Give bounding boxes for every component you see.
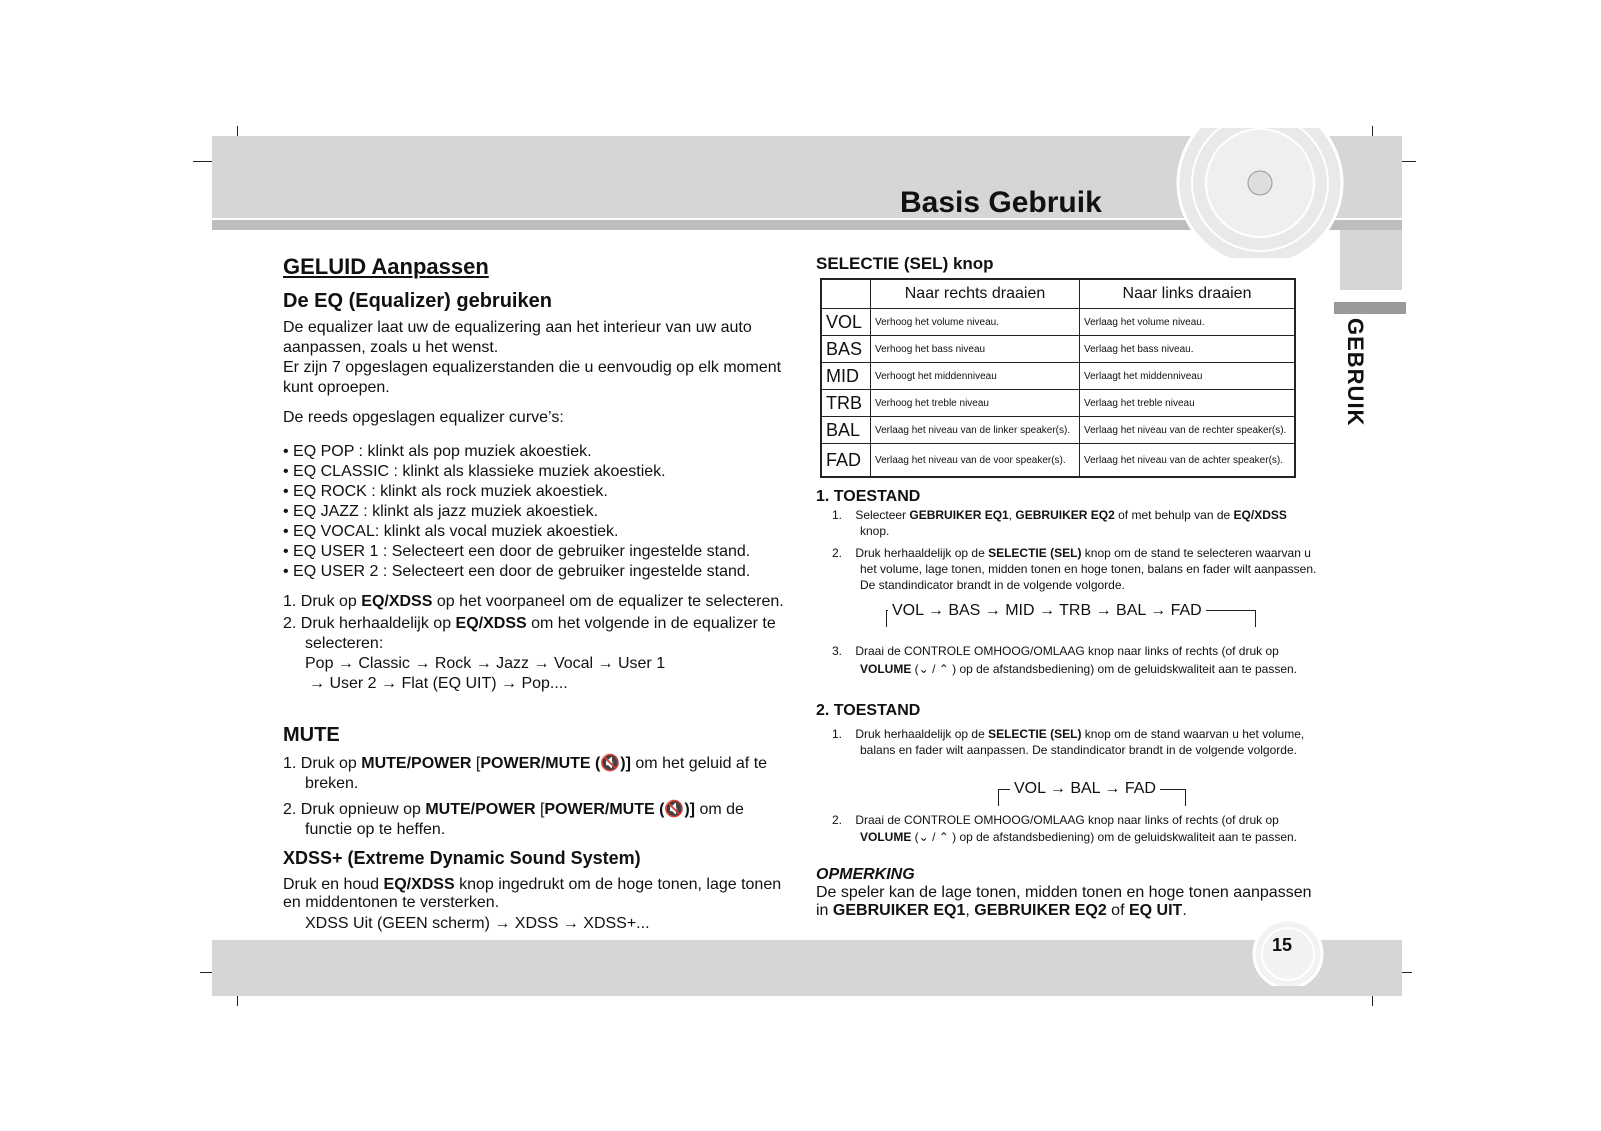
eq-step-2: 2. Druk herhaaldelijk op EQ/XDSS om het volgende in de equalizer te selecteren: [283, 615, 776, 652]
row-code: VOL [822, 309, 871, 336]
footer-band [212, 940, 1402, 996]
eq-bullets [283, 442, 813, 582]
row-left-desc: Verlaag het treble niveau [1080, 390, 1295, 417]
row-left-desc: Verlaag het volume niveau. [1080, 309, 1295, 336]
toestand-1-heading: 1. TOESTAND [816, 488, 921, 505]
eq-sequence-2: → User 2 → Flat (EQ UIT) → Pop.... [309, 675, 568, 692]
section-title: GELUID Aanpassen [283, 254, 489, 279]
table-row [822, 309, 1294, 336]
xdss-sequence: XDSS Uit (GEEN scherm) → XDSS → XDSS+... [305, 915, 650, 932]
list-item: • EQ USER 1 : Selecteert een door de gebruiker ingestelde stand. [283, 543, 751, 560]
page-title: Basis Gebruik [900, 186, 1102, 219]
table-row [822, 390, 1294, 417]
toestand-1-step-2: 2. Druk herhaaldelijk op de SELECTIE (SEL) knop om de stand te selecteren waarvan u het volume, lage tonen, midden tonen en hoge tonen, balans en fader wilt aanpassen. De standindicator brandt in de volgende volgorde. [832, 546, 1317, 592]
side-tab [1334, 302, 1406, 314]
row-right-desc: Verhoog het volume niveau. [871, 309, 1080, 336]
list-item: • EQ CLASSIC : klinkt als klassieke muziek akoestiek. [283, 463, 666, 480]
eq-para-3: De reeds opgeslagen equalizer curve’s: [283, 409, 564, 426]
note-heading: OPMERKING [816, 866, 915, 883]
list-item: • EQ USER 2 : Selecteert een door de gebruiker ingestelde stand. [283, 563, 751, 580]
mute-heading: MUTE [283, 724, 340, 746]
row-right-desc: Verlaag het niveau van de voor speaker(s). [871, 444, 1080, 477]
table-row [822, 444, 1294, 477]
row-code: MID [822, 363, 871, 390]
mute-steps [283, 754, 793, 840]
toestand-2-step-2: 2. Draai de CONTROLE OMHOOG/OMLAAG knop naar links of rechts (of druk op VOLUME (⌄ / ⌃ ) op de afstandsbediening) om de geluidskwaliteit aan te passen. [832, 813, 1298, 844]
table-row [822, 363, 1294, 390]
eq-para-2: Er zijn 7 opgeslagen equalizerstanden die u eenvoudig op elk moment kunt oproepen. [283, 359, 782, 396]
eq-step-1: 1. Druk op EQ/XDSS op het voorpaneel om de equalizer te selecteren. [283, 593, 784, 610]
mute-step-1: 1. Druk op MUTE/POWER [POWER/MUTE (🔇)] om het geluid af te breken. [283, 755, 768, 792]
eq-heading: De EQ (Equalizer) gebruiken [283, 290, 552, 312]
row-code: FAD [822, 444, 871, 477]
toestand-1-step-1: 1. Selecteer GEBRUIKER EQ1, GEBRUIKER EQ2 of met behulp van de EQ/XDSS knop. [832, 508, 1287, 538]
table-header-row [822, 280, 1294, 309]
row-left-desc: Verlaagt het middenniveau [1080, 363, 1295, 390]
eq-sequence-1: Pop → Classic → Rock → Jazz → Vocal → User 1 [305, 655, 666, 672]
toestand-1-step-3: 3. Draai de CONTROLE OMHOOG/OMLAAG knop naar links of rechts (of druk op VOLUME (⌄ / ⌃ ) op de afstandsbediening) om de geluidskwaliteit aan te passen. [832, 644, 1298, 676]
mute-step-2: 2. Druk opnieuw op MUTE/POWER [POWER/MUTE (🔇)] om de functie op te heffen. [283, 801, 744, 838]
xdss-heading: XDSS+ (Extreme Dynamic Sound System) [283, 848, 641, 868]
table-row [822, 417, 1294, 444]
disc-icon [1160, 128, 1360, 258]
sel-table [822, 280, 1294, 476]
row-left-desc: Verlaag het niveau van de rechter speaker(s). [1080, 417, 1295, 444]
footer-disc-icon [1248, 916, 1338, 986]
xdss-para: Druk en houd EQ/XDSS knop ingedrukt om de hoge tonen, lage tonen en middentonen te versterken. [283, 876, 782, 911]
eq-steps [283, 592, 793, 694]
eq-para-1: De equalizer laat uw de equalizering aan het interieur van uw auto aanpassen, zoals u het wenst. [283, 319, 752, 356]
note-text: De speler kan de lage tonen, midden tonen en hoge tonen aanpassen in GEBRUIKER EQ1, GEBRUIKER EQ2 of EQ UIT. [816, 884, 1312, 919]
list-item: • EQ VOCAL: klinkt als vocal muziek akoestiek. [283, 523, 619, 540]
table-corner [822, 280, 871, 309]
list-item: • EQ JAZZ : klinkt als jazz muziek akoestiek. [283, 503, 599, 520]
row-right-desc: Verlaag het niveau van de linker speaker(s). [871, 417, 1080, 444]
list-item: • EQ ROCK : klinkt als rock muziek akoestiek. [283, 483, 608, 500]
row-right-desc: Verhoog het treble niveau [871, 390, 1080, 417]
row-code: TRB [822, 390, 871, 417]
page-number: 15 [1272, 935, 1293, 955]
col-header-right: Naar rechts draaien [871, 280, 1080, 309]
toestand-2-step-1: 1. Druk herhaaldelijk op de SELECTIE (SEL) knop om de stand waarvan u het volume, balans en fader wilt aanpassen. De standindicator brandt in de volgende volgorde. [832, 727, 1305, 757]
toestand-2-sequence: VOL → BAL → FAD [1010, 780, 1160, 798]
row-left-desc: Verlaag het bass niveau. [1080, 336, 1295, 363]
row-right-desc: Verhoogt het middenniveau [871, 363, 1080, 390]
col-header-left: Naar links draaien [1080, 280, 1295, 309]
list-item: • EQ POP : klinkt als pop muziek akoestiek. [283, 443, 592, 460]
row-code: BAL [822, 417, 871, 444]
toestand-1-steps [832, 507, 1318, 593]
eq-intro [283, 318, 793, 428]
side-label: GEBRUIK [1343, 318, 1368, 427]
toestand-1-sequence: VOL → BAS → MID → TRB → BAL → FAD [888, 602, 1206, 620]
row-right-desc: Verhoog het bass niveau [871, 336, 1080, 363]
sel-heading: SELECTIE (SEL) knop [816, 254, 994, 273]
table-row [822, 336, 1294, 363]
sel-table-frame [820, 278, 1296, 478]
toestand-2-heading: 2. TOESTAND [816, 702, 921, 719]
row-code: BAS [822, 336, 871, 363]
row-left-desc: Verlaag het niveau van de achter speaker(s). [1080, 444, 1295, 477]
